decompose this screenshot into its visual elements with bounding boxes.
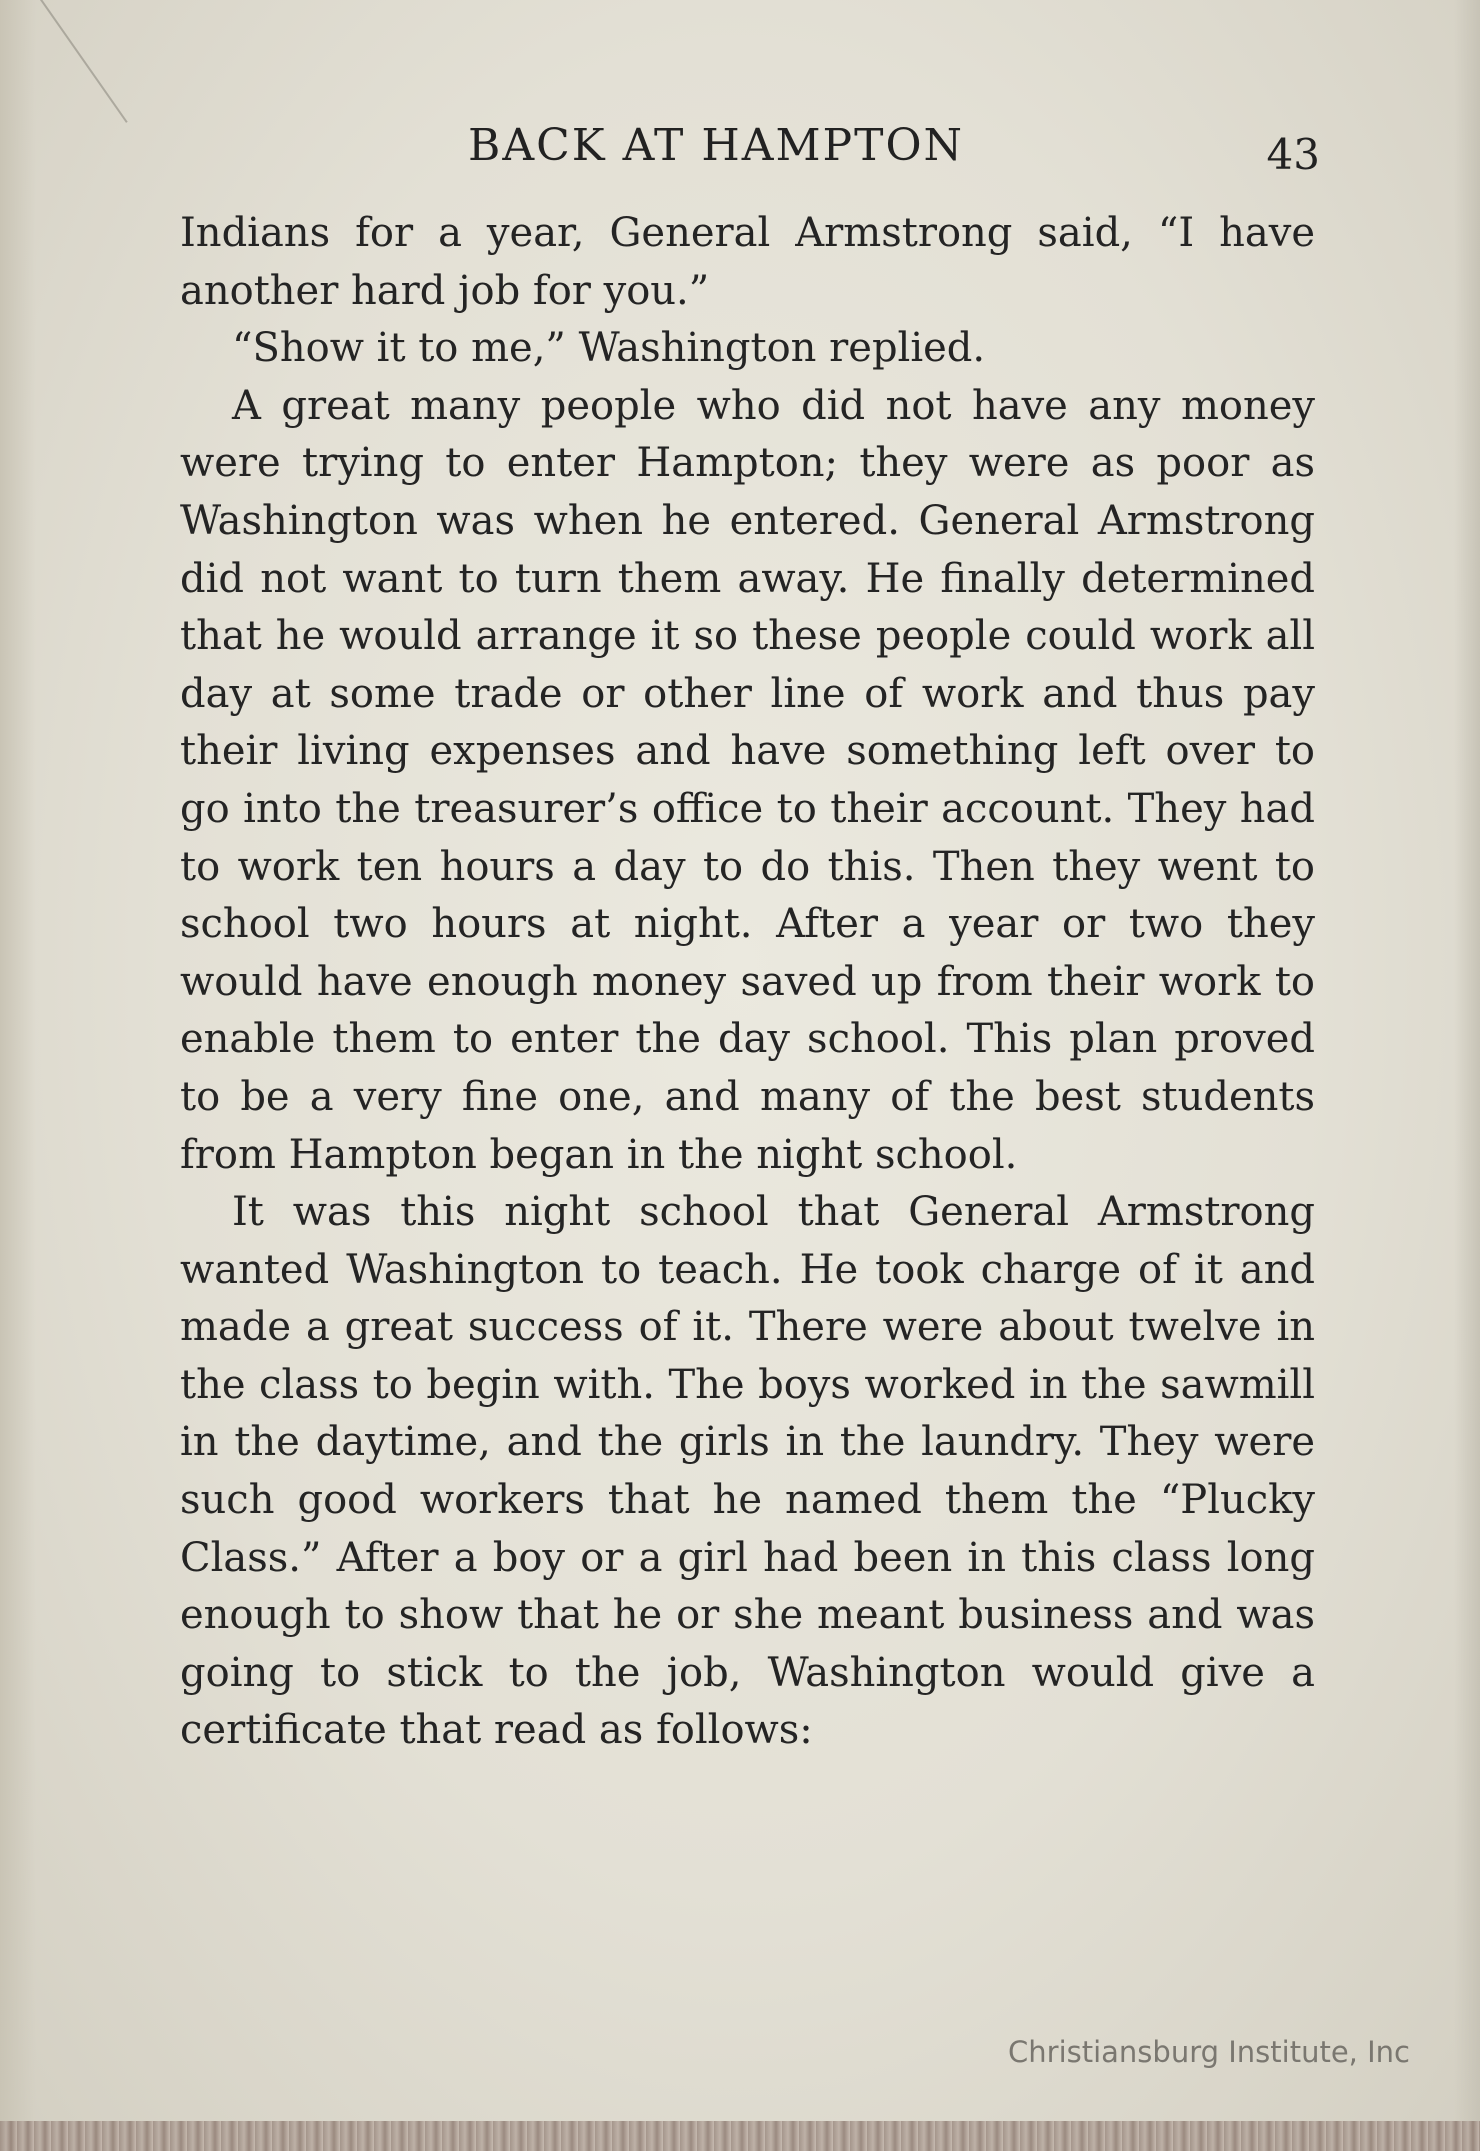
paragraph-continuation: Indians for a year, General Armstrong said, “I have another hard job for you.”: [180, 210, 1315, 314]
paragraph-plucky-class: It was this night school that General Armstrong wanted Washington to teach. He took charge of it and made a great success of it. There were about twelve in the class to begin with. The boys worked in the sawmill in the daytime, and the girls in the laundry. They were such good workers that he named them the “Plucky Class.” After a boy or a girl had been in this class long enough to show that he or she meant business and was going to stick to the job, Washington would give a certificate that read as follows:: [180, 1189, 1315, 1754]
page-crease: [40, 0, 128, 123]
page-bottom-edge: [0, 2121, 1480, 2151]
paragraph-reply: “Show it to me,” Washington replied.: [232, 325, 986, 372]
page-left-shadow: [0, 0, 36, 2151]
running-title: BACK AT HAMPTON: [468, 120, 965, 171]
paragraph-night-school-plan: A great many people who did not have any money were trying to enter Hampton; they were as poor as Washington was when he entered. General Armstrong did not want to turn them away. He finally determined that he would arrange it so these people could work all day at some trade or other line of work and thus pay their living expenses and have something left over to go into the treasurer’s office to their account. They had to work ten hours a day to do this. Then they went to school two hours at night. After a year or two they would have enough money saved up from their work to enable them to enter the day school. This plan proved to be a very fine one, and many of the best students from Hampton began in the night school.: [180, 382, 1315, 1178]
body-text: [180, 205, 1315, 1760]
page-number: 43: [1266, 130, 1320, 179]
page-right-shadow: [1454, 0, 1480, 2151]
watermark: Christiansburg Institute, Inc: [1008, 2035, 1410, 2069]
running-head: [180, 112, 1320, 182]
